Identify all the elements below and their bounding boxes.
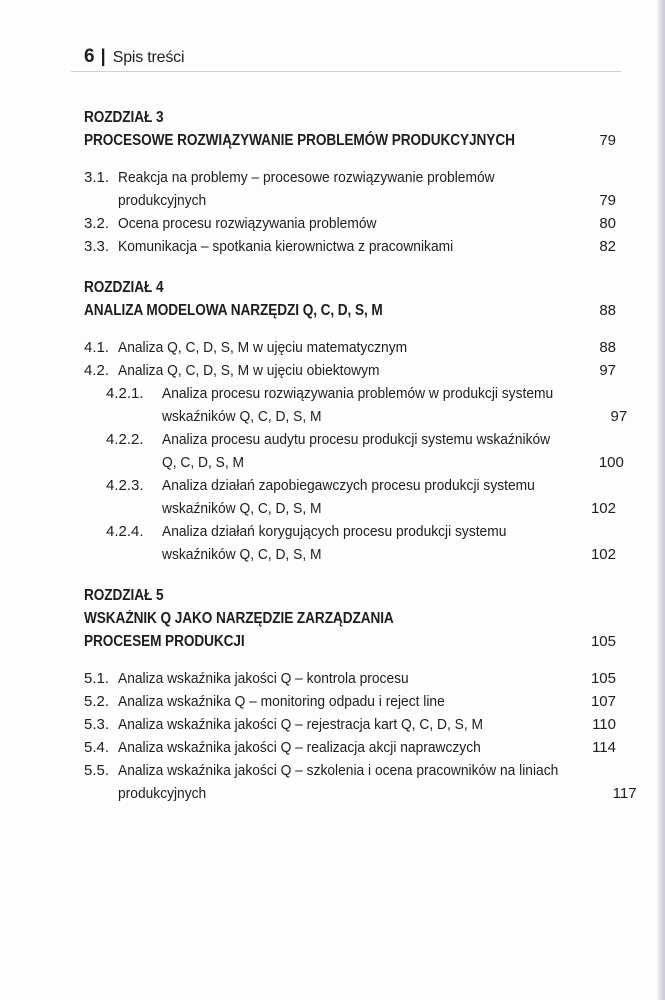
section-page-number: 79 — [599, 192, 616, 209]
section-page-number: 102 — [590, 546, 616, 563]
section-number: 3.1. — [84, 169, 110, 186]
section-page-number: 110 — [592, 716, 616, 733]
section-number: 4.2.4. — [106, 523, 144, 540]
section-title — [162, 474, 576, 520]
section-page-number: 88 — [599, 339, 616, 356]
section-title — [162, 428, 584, 474]
subsection-entry[interactable] — [84, 382, 628, 428]
header-separator: | — [100, 46, 106, 66]
section-entry[interactable] — [84, 336, 616, 359]
chapter-page-number: 88 — [599, 302, 616, 319]
section-number: 5.4. — [84, 739, 110, 756]
section-number: 4.2.1. — [106, 385, 144, 402]
section-entry[interactable] — [84, 759, 637, 805]
section-title — [118, 235, 576, 258]
section-entry[interactable] — [84, 667, 616, 690]
chapter-title: WSKAŹNIK Q JAKO NARZĘDZIE ZARZĄDZANIA — [84, 610, 394, 627]
section-title-line: Komunikacja – spotkania kierownictwa z pracownikami — [118, 238, 454, 255]
section-number: 4.2.3. — [106, 477, 144, 494]
section-title-line: Reakcja na problemy – procesowe rozwiązywanie problemów — [118, 169, 495, 186]
section-title — [118, 212, 576, 235]
chapter-title-row[interactable] — [84, 299, 616, 322]
section-page-number: 97 — [599, 362, 616, 379]
section-title — [162, 382, 587, 428]
subsection-entry[interactable] — [84, 474, 616, 520]
section-number: 5.2. — [84, 693, 110, 710]
section-list — [84, 667, 637, 805]
chapter-title: PROCESOWE ROZWIĄZYWANIE PROBLEMÓW PRODUKCYJNYCH — [84, 132, 515, 149]
chapter-title: ANALIZA MODELOWA NARZĘDZI Q, C, D, S, M — [84, 302, 383, 319]
header-rule — [71, 71, 621, 72]
section-list — [84, 336, 628, 566]
section-title-line: Analiza Q, C, D, S, M w ujęciu obiektowym — [118, 362, 380, 379]
chapter-page-number: 105 — [590, 633, 616, 650]
section-title-line: Analiza wskaźnika jakości Q – kontrola procesu — [118, 670, 409, 687]
section-page-number: 100 — [598, 454, 624, 471]
running-head-title: Spis treści — [112, 49, 185, 66]
chapter-title-row — [84, 607, 616, 630]
section-page-number: 114 — [592, 739, 616, 756]
chapter-title: PROCESEM PRODUKCJI — [84, 633, 245, 650]
section-number: 4.1. — [84, 339, 110, 356]
chapter-block — [84, 276, 628, 566]
chapter-title-row[interactable] — [84, 129, 616, 152]
section-title-line: Analiza działań korygujących procesu produkcji systemu — [162, 523, 507, 540]
section-title-line: Analiza wskaźnika jakości Q – realizacja akcji naprawczych — [118, 739, 481, 756]
section-title-line: Analiza wskaźnika Q – monitoring odpadu i reject line — [118, 693, 445, 710]
section-title — [118, 359, 576, 382]
chapter-block — [84, 106, 616, 258]
chapter-title-row[interactable] — [84, 630, 616, 653]
section-title — [118, 713, 576, 736]
section-page-number: 80 — [599, 215, 616, 232]
page-number: 6 — [84, 46, 95, 67]
section-title — [118, 166, 576, 212]
section-title-line: Analiza wskaźnika jakości Q – szkolenia i ocena pracowników na liniach — [118, 762, 559, 779]
section-entry[interactable] — [84, 235, 616, 258]
section-number: 4.2. — [84, 362, 110, 379]
section-title-line: Ocena procesu rozwiązywania problemów — [118, 215, 377, 232]
section-title-line: Analiza procesu audytu procesu produkcji systemu wskaźników — [162, 431, 551, 448]
running-head — [84, 46, 184, 68]
section-title-line: wskaźników Q, C, D, S, M — [162, 408, 322, 425]
section-title — [118, 667, 576, 690]
section-entry[interactable] — [84, 690, 616, 713]
section-page-number: 97 — [610, 408, 628, 425]
section-page-number: 107 — [590, 693, 616, 710]
section-entry[interactable] — [84, 736, 616, 759]
section-entry[interactable] — [84, 359, 616, 382]
section-title-line: Analiza działań zapobiegawczych procesu produkcji systemu — [162, 477, 535, 494]
chapter-label: ROZDZIAŁ 4 — [84, 279, 164, 296]
section-entry[interactable] — [84, 212, 616, 235]
section-title-line: Analiza procesu rozwiązywania problemów w produkcji systemu — [162, 385, 554, 402]
section-title — [118, 690, 576, 713]
section-title — [118, 336, 576, 359]
section-entry[interactable] — [84, 166, 616, 212]
chapter-label: ROZDZIAŁ 5 — [84, 587, 164, 604]
chapter-block — [84, 584, 637, 805]
subsection-entry[interactable] — [84, 520, 616, 566]
section-number: 5.3. — [84, 716, 110, 733]
section-title-line: wskaźników Q, C, D, S, M — [162, 546, 322, 563]
section-number: 5.1. — [84, 670, 110, 687]
section-number: 3.2. — [84, 215, 110, 232]
section-page-number: 102 — [590, 500, 616, 517]
section-title — [118, 759, 597, 805]
section-title-line: wskaźników Q, C, D, S, M — [162, 500, 322, 517]
chapter-label: ROZDZIAŁ 3 — [84, 109, 164, 126]
table-of-contents — [84, 106, 637, 823]
section-number: 3.3. — [84, 238, 110, 255]
chapter-page-number: 79 — [599, 132, 616, 149]
section-entry[interactable] — [84, 713, 616, 736]
section-title-line: produkcyjnych — [118, 785, 207, 802]
section-title-line: Analiza wskaźnika jakości Q – rejestracja kart Q, C, D, S, M — [118, 716, 484, 733]
section-title-line: Q, C, D, S, M — [162, 454, 245, 471]
section-title — [162, 520, 576, 566]
section-page-number: 105 — [590, 670, 616, 687]
section-title — [118, 736, 576, 759]
section-page-number: 117 — [612, 785, 637, 802]
page-edge-shadow — [657, 0, 665, 1000]
section-number: 4.2.2. — [106, 431, 144, 448]
section-title-line: produkcyjnych — [118, 192, 207, 209]
section-page-number: 82 — [599, 238, 616, 255]
section-number: 5.5. — [84, 762, 110, 779]
section-title-line: Analiza Q, C, D, S, M w ujęciu matematycznym — [118, 339, 408, 356]
subsection-entry[interactable] — [84, 428, 624, 474]
section-list — [84, 166, 616, 258]
